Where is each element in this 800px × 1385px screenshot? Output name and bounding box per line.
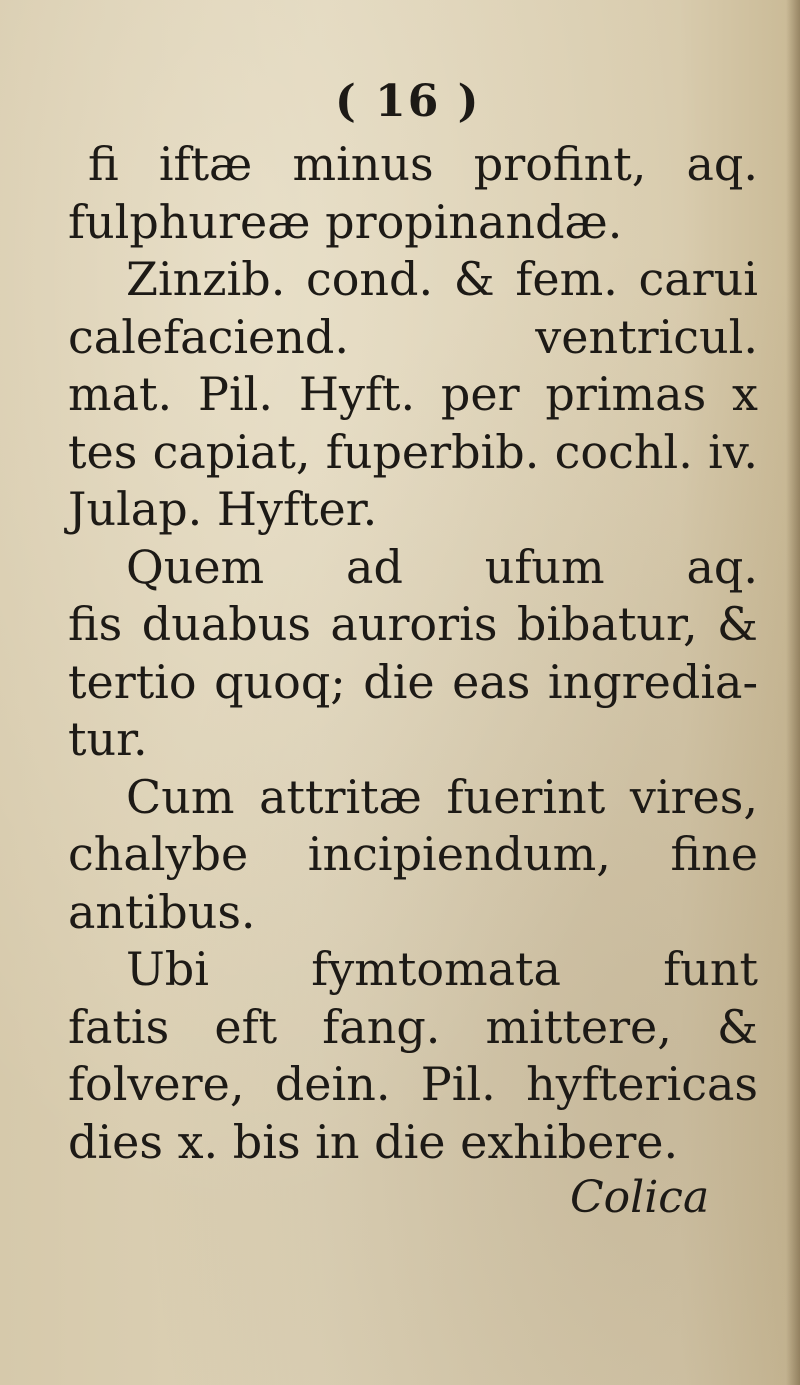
text-line: chalybe incipiendum, fine bbox=[68, 827, 758, 881]
catchword: Colica bbox=[570, 1172, 710, 1223]
text-line: antibus. bbox=[68, 884, 256, 939]
text-line: folvere, dein. Pil. hyftericas bbox=[68, 1057, 758, 1111]
text-line: Zinzib. cond. & fem. carui bbox=[126, 252, 758, 306]
body-text bbox=[68, 136, 758, 1171]
text-line: fis duabus auroris bibatur, & bbox=[68, 597, 758, 651]
text-line: Ubi fymtomata funt bbox=[126, 942, 758, 996]
text-line: fulphureæ propinandæ. bbox=[68, 194, 623, 249]
text-line: mat. Pil. Hyft. per primas x bbox=[68, 367, 758, 421]
page-binding-shadow bbox=[786, 0, 800, 1385]
text-line: fatis eft fang. mittere, & bbox=[68, 999, 758, 1054]
text-line: calefaciend. ventricul. bbox=[68, 309, 758, 364]
text-line: dies x. bis in die exhibere. bbox=[68, 1114, 679, 1169]
text-line: fi iftæ minus profint, aq. bbox=[88, 137, 758, 191]
text-line: tertio quoq; die eas ingredia- bbox=[68, 654, 758, 709]
text-line: tur. bbox=[68, 712, 148, 766]
text-line: Julap. Hyfter. bbox=[68, 482, 378, 536]
text-line: Cum attritæ fuerint vires, bbox=[126, 769, 758, 824]
text-line: Quem ad ufum aq. bbox=[126, 539, 758, 594]
page-number: ( 16 ) bbox=[335, 76, 481, 127]
text-line: tes capiat, fuperbib. cochl. iv. bbox=[68, 424, 758, 479]
